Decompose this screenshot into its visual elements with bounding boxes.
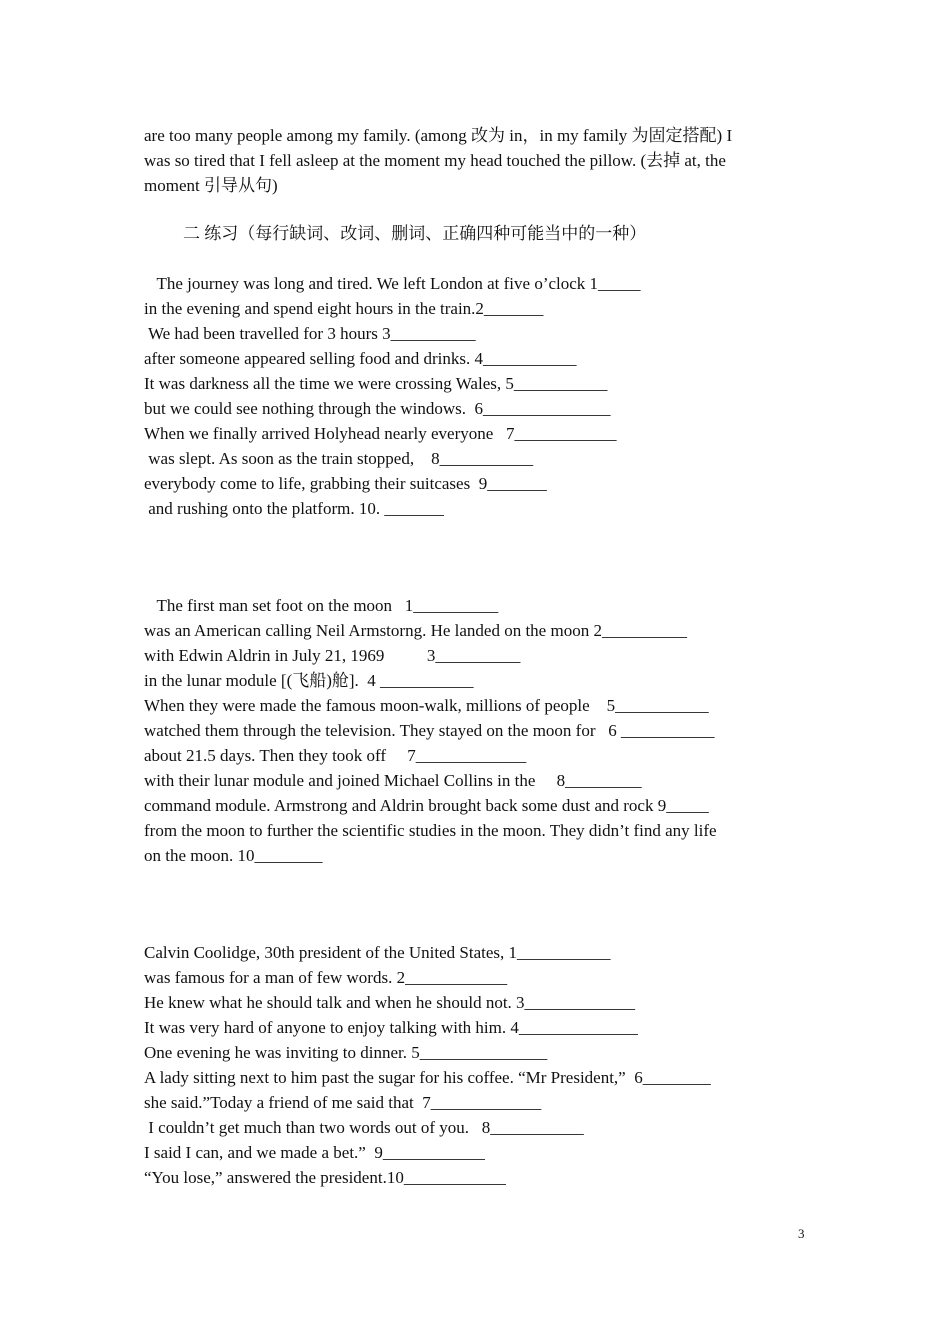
passage-1-line: after someone appeared selling food and drinks. 4___________ bbox=[144, 349, 577, 368]
passage-1-line: It was darkness all the time we were crossing Wales, 5___________ bbox=[144, 374, 608, 393]
passage-3-line: I said I can, and we made a bet.” 9____________ bbox=[144, 1143, 485, 1162]
passage-2-line: with their lunar module and joined Michael Collins in the 8_________ bbox=[144, 771, 642, 790]
intro-line: moment 引导从句) bbox=[144, 176, 278, 195]
passage-2-line: with Edwin Aldrin in July 21, 1969 3__________ bbox=[144, 646, 521, 665]
passage-3-line: Calvin Coolidge, 30th president of the United States, 1___________ bbox=[144, 943, 611, 962]
passage-3-line: He knew what he should talk and when he should not. 3_____________ bbox=[144, 993, 636, 1012]
passage-1-line: but we could see nothing through the windows. 6_______________ bbox=[144, 399, 611, 418]
intro-line: are too many people among my family. (among 改为 in，in my family 为固定搭配) I bbox=[144, 126, 733, 145]
passage-3-line: I couldn’t get much than two words out of you. 8___________ bbox=[144, 1118, 584, 1137]
passage-2-line: from the moon to further the scientific studies in the moon. They didn’t find any life bbox=[144, 821, 717, 840]
passage-2-line: was an American calling Neil Armstorng. He landed on the moon 2__________ bbox=[144, 621, 687, 640]
passage-3-line: It was very hard of anyone to enjoy talking with him. 4______________ bbox=[144, 1018, 638, 1037]
passage-3-line: was famous for a man of few words. 2____________ bbox=[144, 968, 508, 987]
passage-1-line: We had been travelled for 3 hours 3__________ bbox=[144, 324, 476, 343]
passage-3-line: “You lose,” answered the president.10____________ bbox=[144, 1168, 506, 1187]
intro-line: was so tired that I fell asleep at the moment my head touched the pillow. (去掉 at, the bbox=[144, 151, 726, 170]
section-heading: 二 练习（每行缺词、改词、删词、正确四种可能当中的一种） bbox=[183, 224, 647, 243]
passage-2-line: in the lunar module [(飞船)舱]. 4 ___________ bbox=[144, 671, 474, 690]
passage-3-line: she said.”Today a friend of me said that 7_____________ bbox=[144, 1093, 542, 1112]
passage-3-line: A lady sitting next to him past the sugar for his coffee. “Mr President,” 6________ bbox=[144, 1068, 711, 1087]
passage-3-line: One evening he was inviting to dinner. 5_______________ bbox=[144, 1043, 548, 1062]
passage-1-line: was slept. As soon as the train stopped, 8___________ bbox=[144, 449, 534, 468]
passage-1-line: everybody come to life, grabbing their suitcases 9_______ bbox=[144, 474, 547, 493]
passage-1-line: in the evening and spend eight hours in the train.2_______ bbox=[144, 299, 544, 318]
page-number: 3 bbox=[798, 1226, 805, 1241]
passage-2-line: about 21.5 days. Then they took off 7_____________ bbox=[144, 746, 527, 765]
passage-2-line: watched them through the television. They stayed on the moon for 6 ___________ bbox=[144, 721, 715, 740]
passage-1-line: and rushing onto the platform. 10. _______ bbox=[144, 499, 444, 518]
passage-1-line: The journey was long and tired. We left London at five o’clock 1_____ bbox=[144, 274, 641, 293]
passage-2-line: command module. Armstrong and Aldrin brought back some dust and rock 9_____ bbox=[144, 796, 709, 815]
passage-2-line: When they were made the famous moon-walk, millions of people 5___________ bbox=[144, 696, 709, 715]
passage-2-line: The first man set foot on the moon 1__________ bbox=[144, 596, 499, 615]
passage-1-line: When we finally arrived Holyhead nearly everyone 7____________ bbox=[144, 424, 617, 443]
passage-2-line: on the moon. 10________ bbox=[144, 846, 323, 865]
